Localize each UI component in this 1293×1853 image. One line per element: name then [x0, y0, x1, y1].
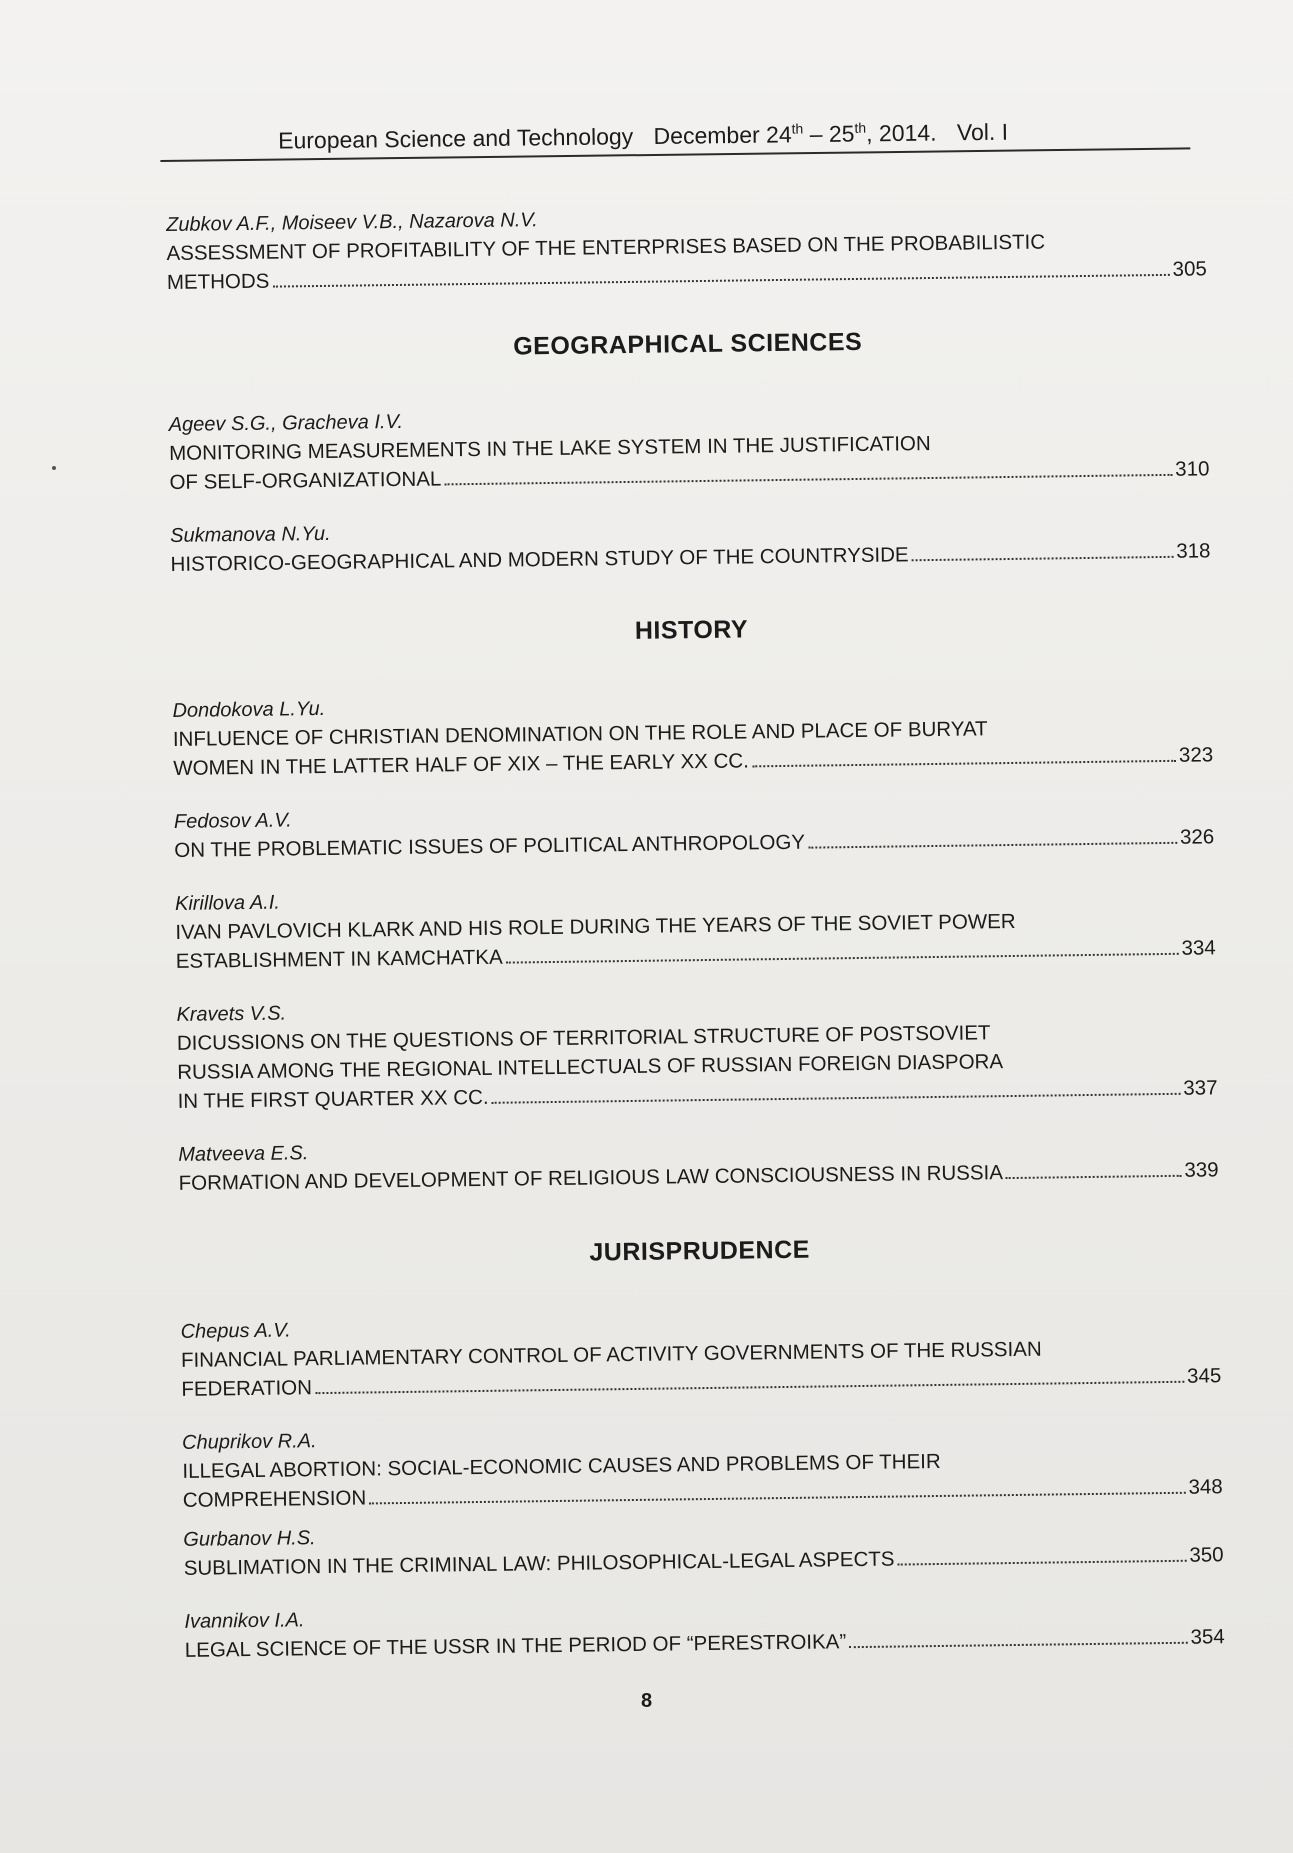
entry-authors: Chuprikov R.A.: [181, 1430, 317, 1454]
entry-title-line: DICUSSIONS ON THE QUESTIONS OF TERRITORIAL STRUCTURE OF POSTSOVIET: [176, 1021, 991, 1055]
dot-leader: [1006, 1175, 1181, 1179]
toc-entry: [182, 1418, 1223, 1515]
journal-name: European Science and Technology: [277, 122, 634, 154]
entry-title-last-line: LEGAL SCIENCE OF THE USSR IN THE PERIOD OF “PERESTROIKA” 354: [185, 1622, 1225, 1665]
entry-title-last-line: HISTORICO-GEOGRAPHICAL AND MODERN STUDY OF THE COUNTRYSIDE 318: [170, 536, 1210, 579]
entry-authors: Gurbanov H.S.: [183, 1527, 316, 1551]
entry-title-line: FINANCIAL PARLIAMENTARY CONTROL OF ACTIVITY GOVERNMENTS OF THE RUSSIAN: [180, 1337, 1042, 1372]
entry-title-last-line: FEDERATION 345: [181, 1361, 1221, 1404]
toc-entry: [169, 400, 1210, 497]
entry-page: 348: [1188, 1475, 1223, 1499]
toc-entry: [174, 797, 1215, 865]
entry-authors: Zubkov A.F., Moiseev V.B., Nazarova N.V.: [166, 209, 538, 236]
entry-title-last-line: IN THE FIRST QUARTER XX CC. 337: [177, 1073, 1217, 1116]
entry-page: 350: [1189, 1543, 1224, 1567]
entry-title-line: INFLUENCE OF CHRISTIAN DENOMINATION ON THE ROLE AND PLACE OF BURYAT: [172, 717, 988, 751]
entry-title-last-line: OF SELF-ORGANIZATIONAL 310: [169, 454, 1209, 497]
entry-page: 337: [1183, 1076, 1218, 1100]
dot-leader: [849, 1642, 1187, 1648]
section-heading-history: HISTORY: [634, 615, 749, 645]
dot-leader: [752, 760, 1176, 768]
entry-page: 305: [1172, 257, 1207, 281]
entry-title-line: RUSSIA AMONG THE REGIONAL INTELLECTUALS OF RUSSIAN FOREIGN DIASPORA: [177, 1050, 1004, 1084]
entry-authors: Sukmanova N.Yu.: [170, 522, 331, 547]
entry-title-last-line: COMPREHENSION 348: [183, 1472, 1223, 1515]
entry-authors: Ivannikov I.A.: [184, 1609, 305, 1633]
entry-page: 334: [1181, 936, 1216, 960]
entry-authors: Fedosov A.V.: [173, 809, 292, 833]
toc-entry: [170, 511, 1211, 579]
entry-page: 323: [1178, 743, 1214, 767]
dot-leader: [808, 842, 1177, 849]
dot-leader: [315, 1381, 1184, 1394]
dot-leader: [912, 556, 1174, 561]
entry-authors: Dondokova L.Yu.: [172, 697, 326, 722]
entry-title-line: ILLEGAL ABORTION: SOCIAL-ECONOMIC CAUSES AND PROBLEMS OF THEIR: [182, 1449, 941, 1483]
entry-title-last-line: WOMEN IN THE LATTER HALF OF XIX – THE EARLY XX CC. 323: [173, 740, 1213, 783]
entry-authors: Ageev S.G., Gracheva I.V.: [168, 410, 404, 436]
dot-leader: [369, 1492, 1185, 1505]
entry-authors: Matveeva E.S.: [178, 1142, 309, 1166]
section-heading-geographical-sciences: GEOGRAPHICAL SCIENCES: [513, 327, 863, 361]
dot-leader: [506, 953, 1179, 964]
dot-leader: [272, 274, 1169, 288]
entry-page: 354: [1190, 1625, 1225, 1649]
entry-title-last-line: FORMATION AND DEVELOPMENT OF RELIGIOUS LAW CONSCIOUSNESS IN RUSSIA 339: [179, 1155, 1219, 1198]
volume-label: Vol. I: [956, 118, 1009, 145]
entry-title-line: MONITORING MEASUREMENTS IN THE LAKE SYSTEM IN THE JUSTIFICATION: [168, 432, 931, 465]
entry-authors: Kirillova A.I.: [174, 891, 281, 915]
running-header: [160, 115, 1190, 161]
toc-entry: [180, 1307, 1221, 1404]
toc-entry: [172, 686, 1213, 783]
toc-entry: [175, 879, 1216, 976]
toc-entry: [184, 1597, 1225, 1665]
entry-title-line: ASSESSMENT OF PROFITABILITY OF THE ENTERPRISES BASED ON THE PROBABILISTIC: [166, 230, 1046, 265]
toc-entry: [166, 200, 1207, 297]
entry-page: 339: [1184, 1158, 1219, 1182]
dot-leader: [492, 1093, 1181, 1104]
entry-title-last-line: METHODS 305: [167, 254, 1207, 297]
page-number: 8: [640, 1690, 653, 1712]
dot-leader: [898, 1560, 1187, 1566]
toc-entry: [183, 1515, 1224, 1583]
entry-authors: Chepus A.V.: [180, 1319, 291, 1343]
entry-page: 318: [1176, 539, 1211, 563]
entry-title-last-line: SUBLIMATION IN THE CRIMINAL LAW: PHILOSOPHICAL-LEGAL ASPECTS 350: [184, 1540, 1224, 1583]
toc-entry: [176, 990, 1217, 1116]
dot-leader: [444, 474, 1172, 486]
section-heading-jurisprudence: JURISPRUDENCE: [589, 1235, 811, 1267]
entry-title-last-line: ESTABLISHMENT IN KAMCHATKA 334: [176, 933, 1216, 976]
margin-dot: [52, 466, 56, 470]
conference-date: December 24th – 25th, 2014.: [653, 119, 937, 149]
entry-title-last-line: ON THE PROBLEMATIC ISSUES OF POLITICAL ANTHROPOLOGY 326: [174, 822, 1214, 865]
toc-entry: [178, 1130, 1219, 1198]
entry-page: 326: [1179, 825, 1215, 849]
entry-page: 310: [1175, 457, 1210, 481]
entry-title-line: IVAN PAVLOVICH KLARK AND HIS ROLE DURING THE YEARS OF THE SOVIET POWER: [175, 909, 1016, 944]
entry-authors: Kravets V.S.: [176, 1002, 287, 1026]
entry-page: 345: [1186, 1364, 1222, 1388]
table-of-contents: [166, 200, 1225, 1692]
